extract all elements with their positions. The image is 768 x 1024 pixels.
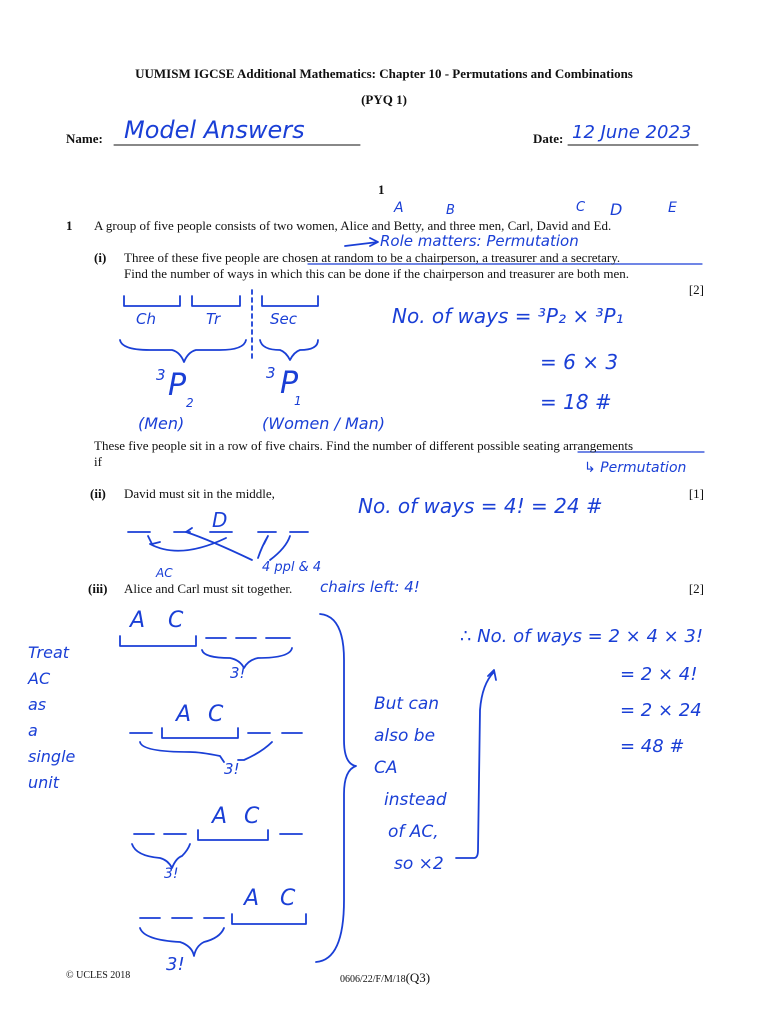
document-title: UUMISM IGCSE Additional Mathematics: Chapter 10 - Permutations and Combinations [135, 66, 633, 81]
row4-a: A [244, 886, 260, 911]
treat-as-unit-note [28, 640, 88, 796]
brace-note-line: also be [374, 726, 436, 746]
row4-c: C [280, 886, 296, 911]
seating-intro-line2: if [94, 454, 102, 469]
letter-b: B [446, 203, 455, 218]
other-caption: (Women / Man) [262, 414, 385, 433]
row2-a: A [176, 702, 192, 727]
part-iii-marks: [2] [688, 581, 704, 596]
part-i-line1: Three of these five people are chosen at random to be a chairperson, a treasurer and a secretary. [124, 250, 621, 265]
slot-secretary: Sec [270, 310, 297, 328]
side-note-line: AC [28, 669, 51, 688]
part-i-working-2: = 6 × 3 [540, 350, 619, 374]
row2-factorial: 3! [224, 760, 240, 778]
row3-c: C [244, 804, 260, 829]
other-perm-letter: P [280, 366, 299, 401]
row4-factorial: 3! [166, 954, 185, 975]
row2-c: C [208, 702, 224, 727]
letter-a: A [394, 200, 404, 216]
side-note-line: single [28, 747, 76, 766]
question-number: 1 [66, 218, 73, 233]
men-perm-letter: P [168, 368, 187, 403]
side-note-line: unit [28, 773, 59, 792]
brace-note-line: so ×2 [394, 854, 444, 874]
part-ii-text: David must sit in the middle, [124, 486, 275, 501]
part-i-working-3: = 18 # [540, 390, 612, 414]
part-ii-marks: [1] [688, 486, 704, 501]
slot-chair: Ch [136, 310, 156, 328]
part-iii-label: (iii) [88, 581, 108, 596]
other-perm-base: 3 [266, 364, 276, 382]
part-ii-note-line2: chairs left: 4! [320, 578, 420, 596]
seating-intro-line1: These five people sit in a row of five chairs. Find the number of different possible seating arrangements [94, 438, 634, 453]
middle-seat-letter: D [212, 508, 228, 532]
part-i-working-1: No. of ways = ³P₂ × ³P₁ [392, 304, 624, 328]
brace-note-line: CA [374, 758, 398, 778]
question-stem: A group of five people consists of two women, Alice and Betty, and three men, Carl, David and Ed. [94, 218, 612, 233]
ac-above-label: AC [156, 566, 173, 580]
brace-note-line: of AC, [388, 822, 439, 842]
letter-d: D [610, 200, 623, 219]
letter-c: C [576, 200, 586, 215]
date-label: Date: [533, 131, 564, 146]
letter-e: E [668, 200, 677, 216]
other-perm-sub: 1 [294, 394, 302, 408]
footer-copyright: © UCLES 2018 [66, 970, 131, 981]
part-i-label: (i) [94, 250, 107, 265]
side-note-line: a [28, 721, 38, 740]
part-iii-text: Alice and Carl must sit together. [124, 581, 293, 596]
brace-note-line: instead [384, 790, 447, 810]
date-value: 12 June 2023 [572, 122, 692, 143]
part-iii-working-4: = 48 # [620, 736, 685, 757]
name-label: Name: [66, 131, 103, 146]
ca-instead-note [374, 688, 464, 880]
part-iii-working-2: = 2 × 4! [620, 664, 698, 685]
part-iii-working-3: = 2 × 24 [620, 700, 702, 721]
part-ii-note-line1: 4 ppl & 4 [262, 560, 322, 575]
row1-c: C [168, 608, 184, 633]
men-perm-base: 3 [156, 366, 166, 384]
part-i-marks: [2] [688, 282, 704, 297]
row3-a: A [212, 804, 228, 829]
footer-question-ref: (Q3) [405, 970, 431, 985]
row3-factorial: 3! [164, 866, 179, 882]
footer-code: 0606/22/F/M/18 [340, 974, 406, 985]
part-ii-working: No. of ways = 4! = 24 # [358, 494, 603, 518]
slot-treasurer: Tr [206, 310, 221, 328]
side-note-line: as [28, 695, 47, 714]
row1-a: A [130, 608, 146, 633]
side-note-line: Treat [28, 643, 70, 662]
role-matters-note: Role matters: Permutation [380, 232, 579, 250]
page-number: 1 [378, 182, 385, 197]
part-ii-label: (ii) [90, 486, 106, 501]
seating-permutation-note: ↳ Permutation [584, 460, 687, 476]
part-iii-working-1: ∴ No. of ways = 2 × 4 × 3! [460, 626, 704, 647]
row1-factorial: 3! [230, 664, 246, 682]
footer-paper-code [340, 970, 430, 986]
part-i-line2: Find the number of ways in which this can be done if the chairperson and treasurer are both men. [124, 266, 630, 281]
men-caption: (Men) [138, 414, 185, 433]
men-perm-sub: 2 [186, 396, 194, 410]
document-subtitle: (PYQ 1) [361, 92, 407, 107]
brace-note-line: But can [374, 694, 440, 714]
name-value: Model Answers [124, 116, 305, 144]
